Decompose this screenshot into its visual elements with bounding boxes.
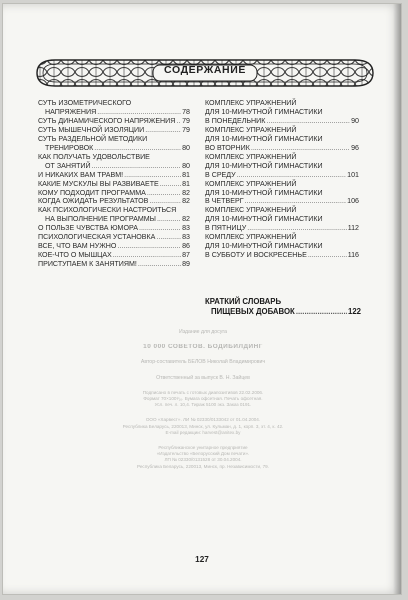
book-page xyxy=(3,4,401,594)
imprint-genre: Издание для досуга xyxy=(178,329,228,335)
toc-page-number: 82 xyxy=(182,215,190,224)
imprint-block xyxy=(73,329,333,470)
toc-page-number: 96 xyxy=(351,143,359,152)
dot-leader xyxy=(139,224,181,233)
toc-entry-title: В ЧЕТВЕРГ xyxy=(205,197,244,206)
toc-entry-title-line: КОМПЛЕКС УПРАЖНЕНИЙ xyxy=(205,206,297,215)
toc-entry-title-line: КОМПЛЕКС УПРАЖНЕНИЙ xyxy=(205,179,297,188)
imprint-line: ЛП № 02330/0131528 от 30.04.2004. xyxy=(164,457,242,463)
toc-page-number: 80 xyxy=(182,143,190,152)
toc-entry-title-line: СУТЬ ИЗОМЕТРИЧЕСКОГО xyxy=(38,99,132,107)
toc-entry-title: НА ВЫПОЛНЕНИЕ ПРОГРАММЫ xyxy=(45,215,156,224)
toc-entry-last-line xyxy=(205,144,359,153)
toc-page-number: 79 xyxy=(182,125,190,134)
toc-entry xyxy=(38,233,190,242)
toc-entry xyxy=(38,99,190,117)
imprint-line: Формат 70×100¹⁄₁₆. Бумага офсетная. Печать офсетная. xyxy=(143,396,263,402)
dot-leader xyxy=(157,215,181,224)
toc-page-number: 78 xyxy=(182,107,190,116)
page-title: СОДЕРЖАНИЕ xyxy=(164,64,246,76)
toc-entry-title-line: ДЛЯ 10-МИНУТНОЙ ГИМНАСТИКИ xyxy=(205,242,323,251)
toc-entry-title-line: КОМПЛЕКС УПРАЖНЕНИЙ xyxy=(205,233,297,242)
toc-entry-title: НАПРЯЖЕНИЯ xyxy=(45,107,97,116)
toc-entry xyxy=(38,153,190,171)
toc-entry-last-line xyxy=(38,117,190,126)
toc-entry-last-line xyxy=(205,224,359,233)
toc-entry-title: КОЕ-ЧТО О МЫШЦАХ xyxy=(38,251,112,260)
dot-leader xyxy=(145,126,181,135)
dot-leader xyxy=(124,171,181,180)
toc-entry-title-line: ДЛЯ 10-МИНУТНОЙ ГИМНАСТИКИ xyxy=(205,215,323,224)
toc-entry-last-line xyxy=(38,144,190,153)
toc-page-number: 83 xyxy=(182,224,190,233)
toc-entry-title: В ПОНЕДЕЛЬНИК xyxy=(205,116,266,125)
dot-leader xyxy=(147,189,181,198)
toc-entry xyxy=(205,180,359,207)
imprint-line: Подписано в печать с готовых диапозитивов 22.02.2006. xyxy=(142,389,264,395)
toc-entry-last-line xyxy=(38,251,190,260)
toc-entry-title-line: КОМПЛЕКС УПРАЖНЕНИЙ xyxy=(205,125,297,134)
toc-page-number: 87 xyxy=(182,251,190,260)
dot-leader xyxy=(117,242,181,251)
toc-entry-last-line xyxy=(38,108,190,117)
page-number: 127 xyxy=(195,555,209,564)
toc-entry xyxy=(38,126,190,135)
toc-entry-last-line xyxy=(38,242,190,251)
toc-entry-last-line xyxy=(38,126,190,135)
dot-leader xyxy=(149,197,181,206)
dot-leader xyxy=(247,224,346,233)
toc-entry-title: КОГДА ОЖИДАТЬ РЕЗУЛЬТАТОВ xyxy=(38,197,149,206)
toc-entry xyxy=(205,126,359,153)
toc-entry-title-line: КАК ПСИХОЛОГИЧЕСКИ НАСТРОИТЬСЯ xyxy=(38,206,177,215)
toc-entry-title: ВСЕ, ЧТО ВАМ НУЖНО xyxy=(38,242,117,251)
toc-entry-title: О ПОЛЬЗЕ ЧУВСТВА ЮМОРА xyxy=(38,224,138,233)
toc-entry xyxy=(38,117,190,126)
toc-entry xyxy=(38,260,190,269)
toc-entry-last-line xyxy=(38,224,190,233)
toc-entry-title-line: ДЛЯ 10-МИНУТНОЙ ГИМНАСТИКИ xyxy=(205,107,323,116)
toc-page-number: 101 xyxy=(347,170,359,179)
toc-entry-title: И НИКАКИХ ВАМ ТРАВМ! xyxy=(38,170,124,179)
toc-page-number: 80 xyxy=(182,161,190,170)
dot-leader xyxy=(156,233,181,242)
toc-entry-last-line xyxy=(205,117,359,126)
toc-entry-title-line: КОМПЛЕКС УПРАЖНЕНИЙ xyxy=(205,152,297,161)
toc-entry xyxy=(38,180,190,189)
toc-entry xyxy=(205,206,359,233)
toc-entry-title: В СУББОТУ И ВОСКРЕСЕНЬЕ xyxy=(205,251,307,260)
toc-entry-last-line xyxy=(205,171,359,180)
toc-page-number: 82 xyxy=(182,188,190,197)
imprint-publisher xyxy=(73,417,333,436)
toc-entry xyxy=(205,99,359,126)
toc-page-number: 82 xyxy=(182,197,190,206)
toc-entry-title: КАКИЕ МУСКУЛЫ ВЫ РАЗВИВАЕТЕ xyxy=(38,179,159,188)
toc-entry-title-line: ДЛЯ 10-МИНУТНОЙ ГИМНАСТИКИ xyxy=(205,188,323,197)
toc-entry-title: ПСИХОЛОГИЧЕСКАЯ УСТАНОВКА xyxy=(38,233,156,242)
dot-leader xyxy=(113,251,181,260)
toc-entry-title-line: ДЛЯ 10-МИНУТНОЙ ГИМНАСТИКИ xyxy=(205,161,323,170)
dot-leader xyxy=(176,117,181,126)
dot-leader xyxy=(296,307,347,317)
imprint-printer xyxy=(73,445,333,470)
toc-page-number: 112 xyxy=(347,224,359,233)
page-gutter-shadow xyxy=(393,4,401,594)
toc-entry-glossary xyxy=(205,297,361,316)
dot-leader xyxy=(237,171,346,180)
imprint-line: Республиканское унитарное предприятие xyxy=(158,445,248,451)
toc-entry-last-line xyxy=(38,171,190,180)
imprint-author: Автор-составитель БЕЛОВ Николай Владимирович xyxy=(140,359,266,366)
toc-entry-title: ПРИСТУПАЕМ К ЗАНЯТИЯМ! xyxy=(38,260,137,269)
imprint-book-title: 10 000 СОВЕТОВ. БОДИБИЛДИНГ xyxy=(143,344,263,351)
toc-entry-title: ВО ВТОРНИК xyxy=(205,143,250,152)
imprint-line: Республика Беларусь, 220013, Минск, ул. Кульман, д. 1, корп. 3, эт. 4, к. 42. xyxy=(122,423,284,429)
toc-page-number: 106 xyxy=(347,197,359,206)
toc-entry xyxy=(205,153,359,180)
toc-page-number: 89 xyxy=(182,260,190,269)
glossary-title-line2: ПИЩЕВЫХ ДОБАВОК xyxy=(211,306,295,316)
toc-entry xyxy=(38,189,190,198)
toc-entry-title-line: КОМПЛЕКС УПРАЖНЕНИЙ xyxy=(205,99,297,107)
toc-entry-title: СУТЬ ДИНАМИЧЕСКОГО НАПРЯЖЕНИЯ xyxy=(38,116,176,125)
toc-page-number: 83 xyxy=(182,233,190,242)
glossary-page-number: 122 xyxy=(347,306,361,316)
toc-entry-last-line xyxy=(38,189,190,198)
toc-page-number: 79 xyxy=(182,116,190,125)
toc-entry-title: ОТ ЗАНЯТИЙ xyxy=(45,161,91,170)
toc-entry-title: КОМУ ПОДХОДИТ ПРОГРАММА xyxy=(38,188,146,197)
toc-entry xyxy=(38,135,190,153)
imprint-print-details xyxy=(73,390,333,409)
toc-entry-last-line xyxy=(38,215,190,224)
toc-entry-last-line xyxy=(38,162,190,171)
toc-entry-last-line xyxy=(38,197,190,206)
imprint-line: Усл. печ. л. 10,4. Тираж 5100 экз. Заказ 0191. xyxy=(154,402,252,408)
toc-right-column xyxy=(205,99,359,260)
toc-entry xyxy=(205,233,359,260)
dot-leader xyxy=(308,251,347,260)
toc-entry xyxy=(38,242,190,251)
imprint-line: ООО «Харвест». ЛИ № 02330/0133042 от 01.04.2004. xyxy=(145,417,261,423)
dot-leader xyxy=(266,117,350,126)
toc-entry-title-line: КАК ПОЛУЧАТЬ УДОВОЛЬСТВИЕ xyxy=(38,152,150,161)
toc-page-number: 81 xyxy=(182,170,190,179)
contents-banner xyxy=(33,54,377,92)
imprint-line: «Издательство «Белорусский Дом печати». xyxy=(156,451,250,457)
toc-page-number: 90 xyxy=(351,116,359,125)
toc-entry-title: СУТЬ МЫШЕЧНОЙ ИЗОЛЯЦИИ xyxy=(38,125,145,134)
glossary-title-line1: КРАТКИЙ СЛОВАРЬ xyxy=(205,297,282,306)
toc-entry xyxy=(38,224,190,233)
toc-entry-title-line: СУТЬ РАЗДЕЛЬНОЙ МЕТОДИКИ xyxy=(38,134,148,143)
toc-page-number: 116 xyxy=(347,251,359,260)
toc-left-column xyxy=(38,99,190,269)
dot-leader xyxy=(160,180,181,189)
toc-entry xyxy=(38,206,190,224)
toc-entry-title-line: ДЛЯ 10-МИНУТНОЙ ГИМНАСТИКИ xyxy=(205,134,323,143)
dot-leader xyxy=(138,260,181,269)
dot-leader xyxy=(92,162,181,171)
dot-leader xyxy=(97,108,181,117)
imprint-line: Республика Беларусь, 220013, Минск, пр. Независимости, 79. xyxy=(137,463,269,469)
imprint-responsible: Ответственный за выпуск В. Н. Зайцев xyxy=(156,374,250,381)
toc-entry xyxy=(38,171,190,180)
toc-entry-last-line xyxy=(205,251,359,260)
toc-entry-last-line xyxy=(38,233,190,242)
toc-entry-title: ТРЕНИРОВОК xyxy=(45,143,94,152)
toc-entry-title: В СРЕДУ xyxy=(205,170,236,179)
toc-entry-title: В ПЯТНИЦУ xyxy=(205,224,247,233)
imprint-line: E-mail редакции: harvest@anitex.by xyxy=(165,429,241,435)
toc-entry-last-line xyxy=(38,260,190,269)
toc-entry xyxy=(38,251,190,260)
dot-leader xyxy=(251,144,350,153)
toc-page-number: 86 xyxy=(182,242,190,251)
dot-leader xyxy=(94,144,181,153)
toc-entry xyxy=(38,197,190,206)
toc-entry-last-line xyxy=(38,180,190,189)
toc-page-number: 81 xyxy=(182,179,190,188)
